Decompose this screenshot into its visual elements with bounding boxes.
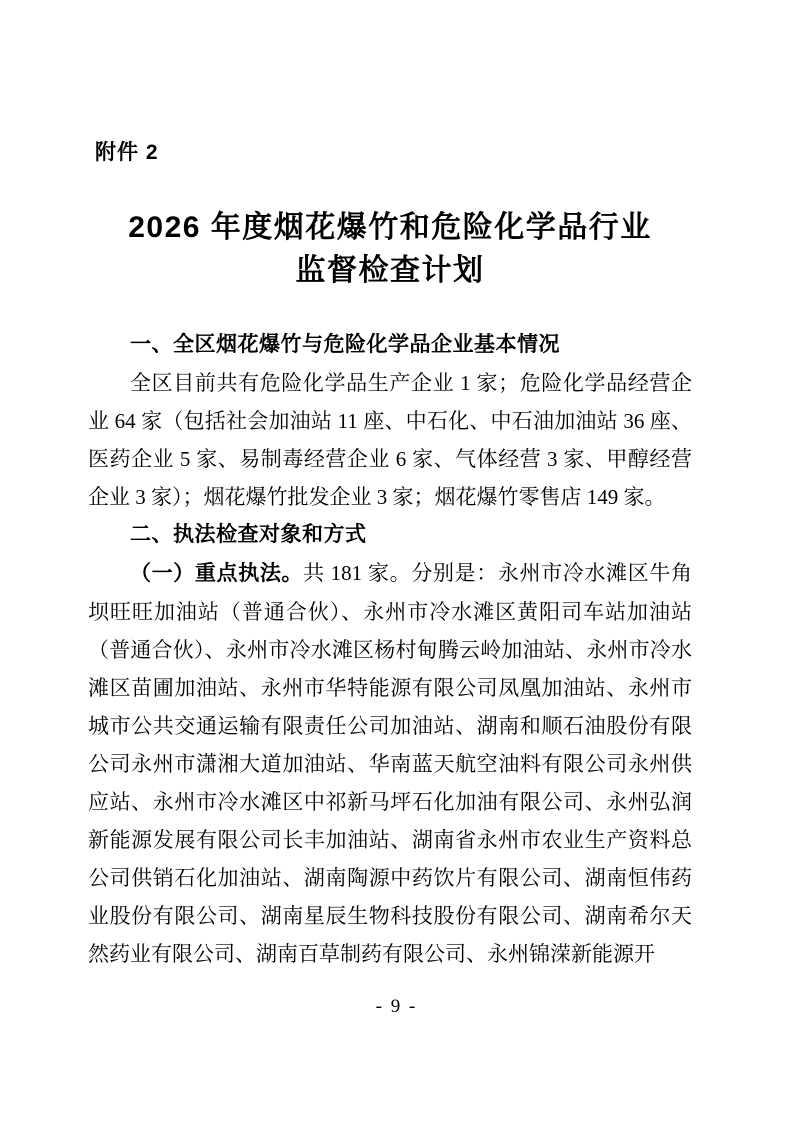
section-2-item-1 (88, 554, 692, 973)
page-number: - 9 - (375, 996, 418, 1017)
section-1-paragraph: 全区目前共有危险化学品生产企业 1 家；危险化学品经营企业 64 家（包括社会加油站 11 座、中石化、中石油加油站 36 座、医药企业 5 家、易制毒经营企业 6 家、气体经营 3 家、甲醇经营企业 3 家）；烟花爆竹批发企业 3 家；烟花爆竹零售店 149 家。 (88, 371, 692, 509)
document-body (88, 326, 692, 973)
attachment-label: 附件 2 (95, 141, 159, 164)
section-1-heading: 一、全区烟花爆竹与危险化学品企业基本情况 (130, 333, 560, 356)
title-line-2: 监督检查计划 (295, 254, 485, 287)
section-2-item-1-lead: （一）重点执法。 (130, 562, 304, 585)
section-2-item-1-text: 共 181 家。分别是：永州市冷水滩区牛角坝旺旺加油站（普通合伙）、永州市冷水滩区黄阳司车站加油站（普通合伙）、永州市冷水滩区杨村甸腾云岭加油站、永州市冷水滩区苗圃加油站、永州市华特能源有限公司凤凰加油站、永州市城市公共交通运输有限责任公司加油站、湖南和顺石油股份有限公司永州市潇湘大道加油站、华南蓝天航空油料有限公司永州供应站、永州市冷水滩区中祁新马坪石化加油有限公司、永州弘润新能源发展有限公司长丰加油站、湖南省永州市农业生产资料总公司供销石化加油站、湖南陶源中药饮片有限公司、湖南恒伟药业股份有限公司、湖南星辰生物科技股份有限公司、湖南希尔天然药业有限公司、湖南百草制药有限公司、永州锦溁新能源开 (88, 561, 693, 966)
section-2-heading: 二、执法检查对象和方式 (130, 523, 367, 546)
title-line-1: 2026 年度烟花爆竹和危险化学品行业 (128, 211, 652, 244)
document-title (88, 206, 692, 292)
